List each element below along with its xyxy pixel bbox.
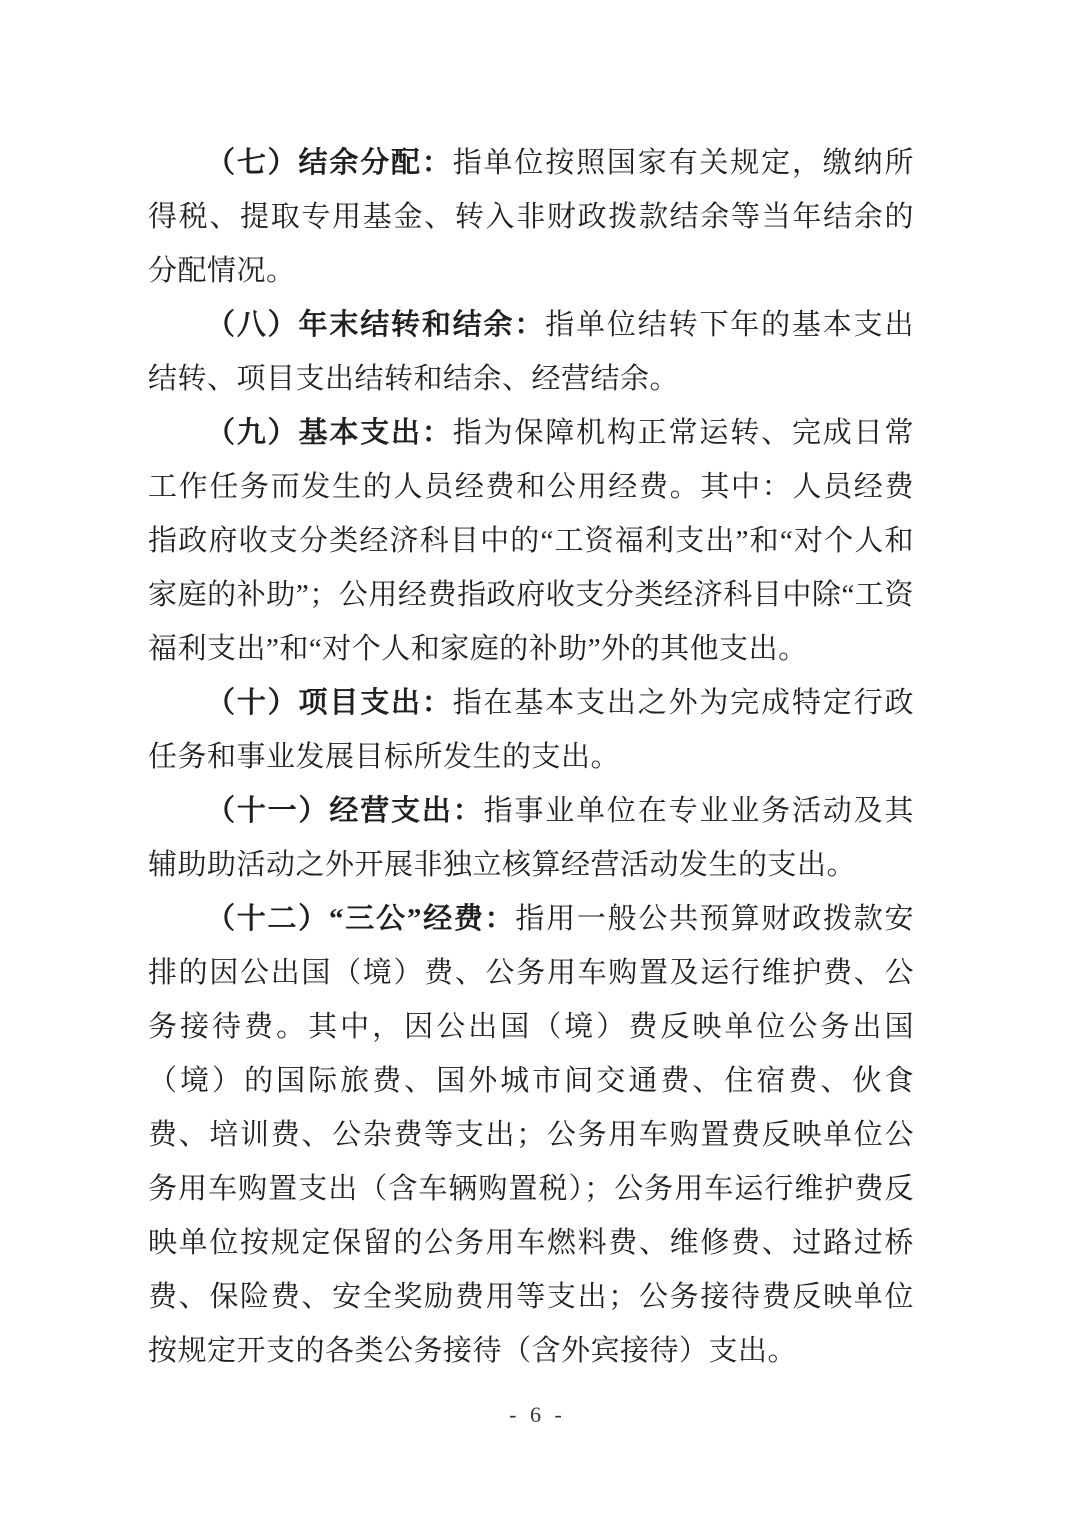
definition-text: 指为保障机构正常运转、完成日常工作任务而发生的人员经费和公用经费。其中：人员经费指政府收支分类经济科目中的“工资福利支出”和“对个人和家庭的补助”；公用经费指政府收支分类经济科目中除“工资福利支出”和“对个人和家庭的补助”外的其他支出。 — [148, 417, 914, 665]
document-body — [148, 136, 914, 1378]
definition-paragraph-11 — [148, 784, 914, 892]
definition-text: 指在基本支出之外为完成特定行政任务和事业发展目标所发生的支出。 — [148, 687, 914, 773]
definition-text: 指单位按照国家有关规定，缴纳所得税、提取专用基金、转入非财政拨款结余等当年结余的分配情况。 — [148, 147, 914, 287]
definition-paragraph-8 — [148, 298, 914, 406]
term-label: （十）项目支出： — [206, 687, 453, 719]
definition-text: 指单位结转下年的基本支出结转、项目支出结转和结余、经营结余。 — [148, 309, 914, 395]
term-label: （八）年末结转和结余： — [206, 309, 546, 341]
definition-paragraph-7 — [148, 136, 914, 298]
term-label: （十二）“三公”经费： — [206, 903, 516, 935]
term-label: （十一）经营支出： — [206, 795, 484, 827]
term-label: （七）结余分配： — [206, 147, 453, 179]
definition-paragraph-12 — [148, 892, 914, 1378]
definition-paragraph-10 — [148, 676, 914, 784]
definition-text: 指事业单位在专业业务活动及其辅助助活动之外开展非独立核算经营活动发生的支出。 — [148, 795, 914, 881]
term-label: （九）基本支出： — [206, 417, 453, 449]
page-number: - 6 - — [509, 1402, 566, 1427]
definition-paragraph-9 — [148, 406, 914, 676]
definition-text: 指用一般公共预算财政拨款安排的因公出国（境）费、公务用车购置及运行维护费、公务接待费。其中，因公出国（境）费反映单位公务出国（境）的国际旅费、国外城市间交通费、住宿费、伙食费、培训费、公杂费等支出；公务用车购置费反映单位公务用车购置支出（含车辆购置税）；公务用车运行维护费反映单位按规定保留的公务用车燃料费、维修费、过路过桥费、保险费、安全奖励费用等支出；公务接待费反映单位按规定开支的各类公务接待（含外宾接待）支出。 — [148, 903, 914, 1367]
